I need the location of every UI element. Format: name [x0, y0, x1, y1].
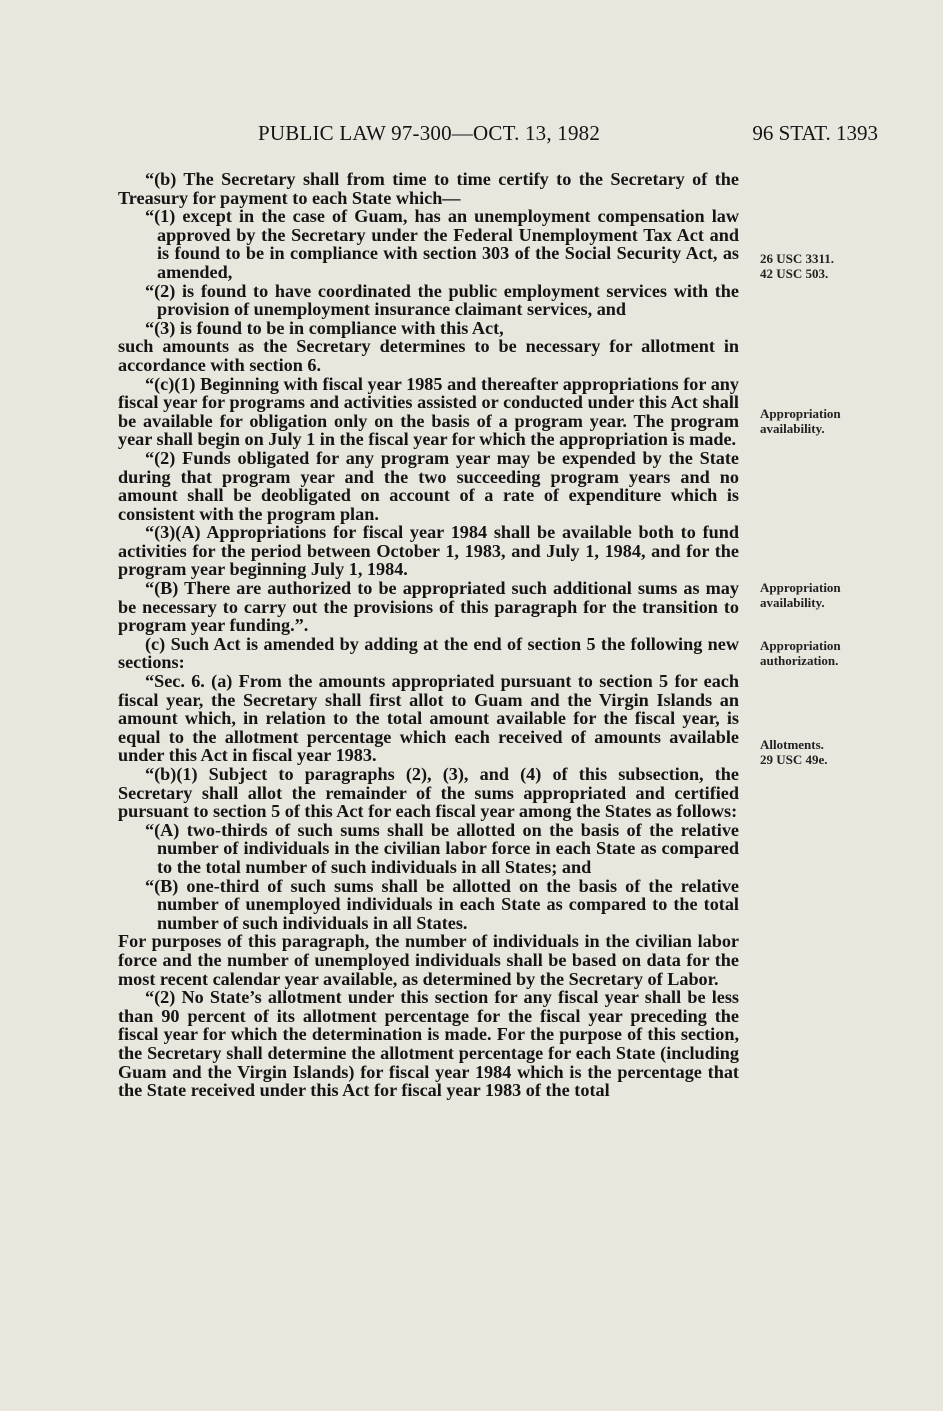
paragraph-b-flush: such amounts as the Secretary determines to be necessary for allotment in accordance with section 6. — [118, 336, 739, 375]
paragraph-c-3b: “(B) There are authorized to be appropriated such additional sums as may be necessary to carry out the provisions of this paragraph for the transition to program year funding.”. — [118, 578, 739, 636]
paragraph-c-3a: “(3)(A) Appropriations for fiscal year 1984 shall be available both to fund activities for the period between October 1, 1983, and July 1, 1984, and for the program year beginning July 1, 1984. — [118, 522, 739, 580]
paragraph-b: “(b) The Secretary shall from time to time certify to the Secretary of the Treasury for payment to each State which— — [118, 169, 739, 208]
paragraph-sec6-b2: “(2) No State’s allotment under this section for any fiscal year shall be less than 90 percent of its allotment percentage for the fiscal year preceding the fiscal year for which the determination is made. For the purpose of this section, the Secretary shall determine the allotment percentage for each State (including Guam and the Virgin Islands) for fiscal year 1984 which is the percentage that the State received under this Act for fiscal year 1983 of the total — [118, 987, 739, 1101]
paragraph-c-2: “(2) Funds obligated for any program year may be expended by the State during that program year and the two succeeding program years and no amount shall be deobligated on account of a rate of expenditure which is consistent with the program plan. — [118, 447, 739, 524]
margin-note-appropriation-availability-2 — [760, 580, 841, 610]
margin-note-line: Allotments. — [760, 737, 824, 752]
margin-note-usc-3311: 26 USC 3311. — [760, 251, 835, 266]
margin-note-appropriation-authorization — [760, 638, 841, 668]
margin-note-appropriation-availability-1 — [760, 406, 841, 436]
paragraph-b-1: “(1) except in the case of Guam, has an unemployment compensation law approved by the Secretary under the Federal Unemployment Tax Act and is found to be in compliance with section 303 of the Social Security Act, as amended, — [145, 206, 739, 282]
paragraph-sec6-b1-B: “(B) one-third of such sums shall be allotted on the basis of the relative number of unemployed individuals in each State as compared to the total number of such individuals in all States. — [145, 875, 739, 933]
margin-note-line: Appropriation — [760, 406, 841, 421]
document-body — [118, 170, 739, 1100]
page-header — [118, 121, 878, 151]
page-title: PUBLIC LAW 97-300—OCT. 13, 1982 — [258, 121, 601, 145]
statute-page-number: 96 STAT. 1393 — [752, 121, 878, 145]
paragraph-sec6-b1-A: “(A) two-thirds of such sums shall be allotted on the basis of the relative number of individuals in the civilian labor force in each State as compared to the total number of such individuals in all States; and — [145, 819, 739, 877]
margin-note-line: availability. — [760, 595, 825, 610]
paragraph-b-3: “(3) is found to be in compliance with this Act, — [145, 317, 504, 338]
margin-note-usc-49e: 29 USC 49e. — [760, 752, 828, 767]
margin-note-allotments — [760, 737, 828, 767]
margin-note-usc-citations — [760, 251, 834, 281]
paragraph-c-1: “(c)(1) Beginning with fiscal year 1985 and thereafter appropriations for any fiscal year for programs and activities assisted or conducted under this Act shall be available for obligation only on the basis of a program year. The program year shall begin on July 1 in the fiscal year for which the appropriation is made. — [118, 373, 739, 450]
margin-note-line: availability. — [760, 421, 825, 436]
paragraph-sec6-a: “Sec. 6. (a) From the amounts appropriated pursuant to section 5 for each fiscal year, the Secretary shall first allot to Guam and the Virgin Islands an amount which, in relation to the total amount available for the fiscal year, is equal to the allotment percentage which each received of amounts available under this Act in fiscal year 1983. — [118, 671, 739, 766]
paragraph-sec6-b1-flush: For purposes of this paragraph, the number of individuals in the civilian labor force and the number of unemployed individuals shall be based on data for the most recent calendar year available, as determined by the Secretary of Labor. — [118, 931, 739, 989]
margin-note-line: authorization. — [760, 653, 839, 668]
paragraph-b-2: “(2) is found to have coordinated the public employment services with the provision of unemployment insurance claimant services, and — [145, 280, 739, 320]
paragraph-amendment: (c) Such Act is amended by adding at the end of section 5 the following new sections: — [118, 633, 739, 673]
paragraph-sec6-b1: “(b)(1) Subject to paragraphs (2), (3), and (4) of this subsection, the Secretary shall allot the remainder of the sums appropriated and certified pursuant to section 5 of this Act for each fiscal year among the States as follows: — [118, 764, 739, 822]
margin-note-line: Appropriation — [760, 580, 841, 595]
margin-note-line: Appropriation — [760, 638, 841, 653]
margin-note-usc-503: 42 USC 503. — [760, 266, 829, 281]
